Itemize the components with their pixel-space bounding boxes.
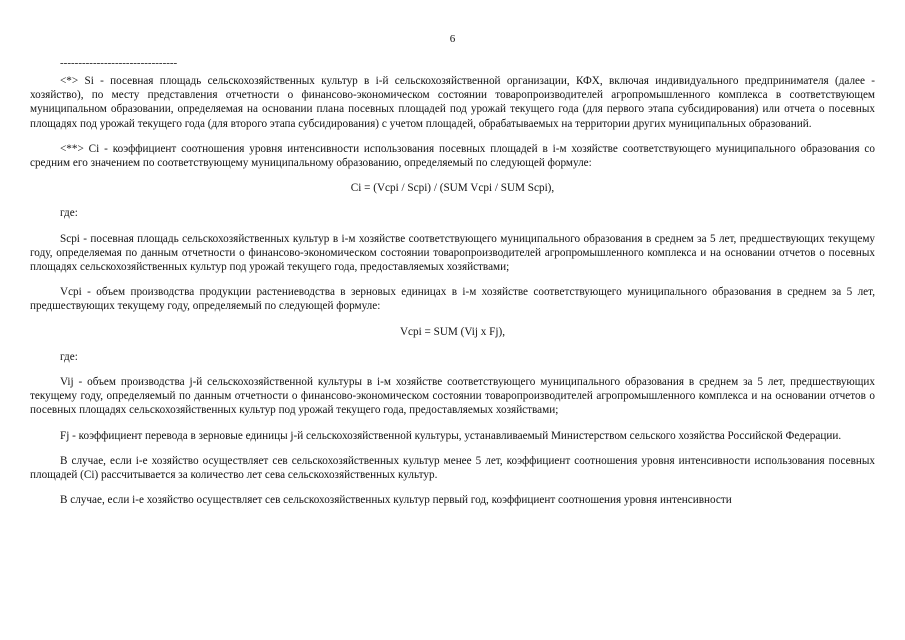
definition-scpi: Scpi - посевная площадь сельскохозяйственных культур в i-м хозяйстве соответствующего муниципального образования в среднем за 5 лет, предшествующих текущему году, определяемая по данным отчетности о финансово-экономическом состоянии товаропроизводителей агропромышленного комплекса и на основании отчетов о посевных площадях сельскохозяйственных культур под урожай текущего года, предоставляемых хозяйствами;: [30, 232, 875, 274]
page-number: 6: [449, 33, 456, 45]
formula-vcpi: Vcpi = SUM (Vij x Fj),: [399, 325, 506, 338]
definition-fj: Fj - коэффициент перевода в зерновые единицы j-й сельскохозяйственной культуры, устанавливаемый Министерством сельского хозяйства Российской Федерации.: [60, 429, 842, 442]
definition-vcpi: Vcpi - объем производства продукции растениеводства в зерновых единицах в i-м хозяйстве соответствующего муниципального образования в среднем за 5 лет, предшествующих текущему году, определяемый по следующей формуле:: [30, 286, 875, 313]
paragraph-less-than-5-years: В случае, если i-е хозяйство осуществляет сев сельскохозяйственных культур менее 5 лет, коэффициент соотношения уровня интенсивности использования посевных площадей (Ci) рассчитывается за количество лет сева сельскохозяйственных культур.: [30, 454, 875, 482]
where-label-2: где:: [60, 350, 78, 363]
footnote-si: <*> Si - посевная площадь сельскохозяйственных культур в i-й сельскохозяйственной организации, КФХ, включая индивидуального предпринимателя (далее - хозяйство), по месту представления отчетности о финансово-экономическом состоянии товаропроизводителей агропромышленного комплекса в соответствующем муниципальном образовании, определяемая на основании плана посевных площадей под урожай текущего года (для первого этапа субсидирования) или отчета о посевных площадях под урожай текущего года (для второго этапа субсидирования) с учетом площадей, обрабатываемых на территории других муниципальных образований.: [30, 75, 875, 130]
formula-ci: Ci = (Vcpi / Scpi) / (SUM Vcpi / SUM Scpi),: [350, 182, 555, 195]
paragraph-first-year: В случае, если i-е хозяйство осуществляет сев сельскохозяйственных культур первый год, коэффициент соотношения уровня интенсивности: [60, 494, 732, 507]
footnote-separator: --------------------------------: [60, 57, 178, 69]
footnote-ci: <**> Ci - коэффициент соотношения уровня интенсивности использования посевных площадей в i-м хозяйстве соответствующего муниципального образования со средним его значением по соответствующему муниципальному образованию, определяемый по следующей формуле:: [30, 142, 875, 170]
document-body: [30, 74, 875, 518]
definition-vij: Vij - объем производства j-й сельскохозяйственной культуры в i-м хозяйстве соответствующего муниципального образования в среднем за 5 лет, предшествующих текущему году, определяемый по данным отчетности о финансово-экономическом состоянии товаропроизводителей агропромышленного комплекса и на основании отчетов о посевных площадях сельскохозяйственных культур под урожай текущего года, предоставляемых хозяйствами;: [30, 376, 875, 417]
where-label-1: где:: [60, 207, 78, 220]
